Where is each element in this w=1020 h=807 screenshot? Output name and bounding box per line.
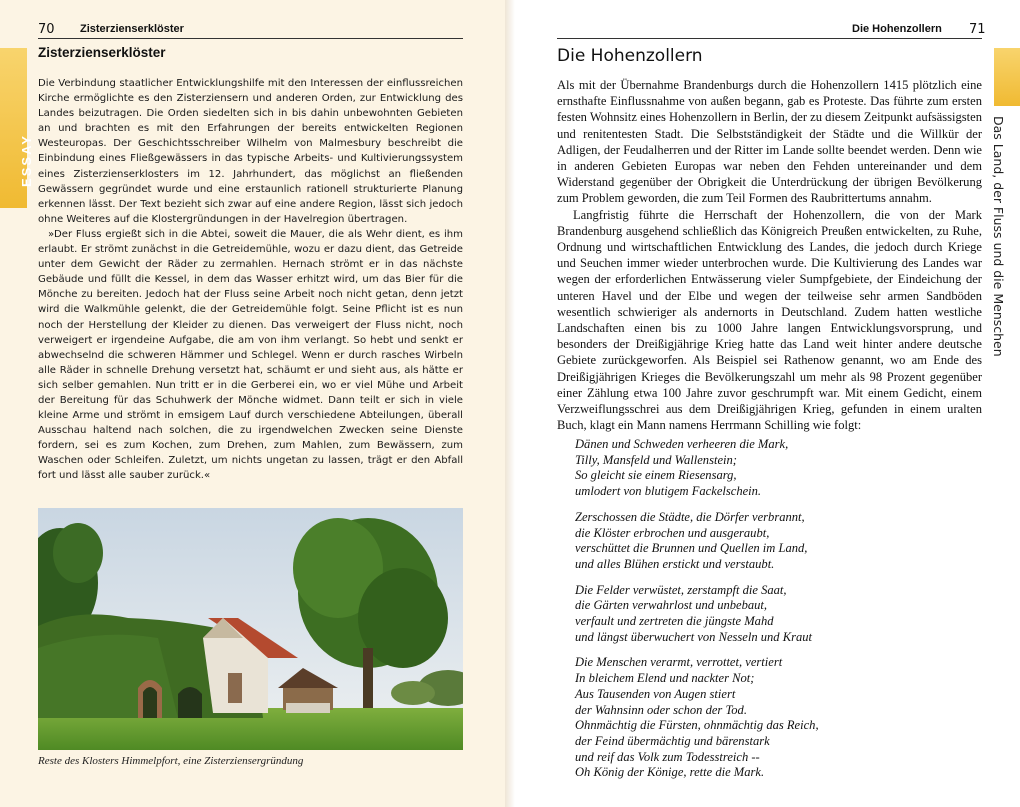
monastery-photo [38,508,463,750]
poem-line: Oh König der Könige, rette die Mark. [575,765,765,780]
section-tab-label: ESSAY [18,134,34,187]
page-number-right: 71 [969,22,986,37]
poem-line: Dänen und Schweden verheeren die Mark, [575,437,789,451]
body-text-left [38,76,463,484]
paragraph: Die Verbindung staatlicher Entwicklungshilfe mit den Interessen der einflussreichen Kirche ermöglichte es den Zisterziensern und anderen Orden, zur Entwicklung des Landes beizutragen. Die Orden siedelten sich in bis dahin unbewohnten Gebieten an und brachten es mit den Erfahrungen der bereits entwickelten Regionen Westeuropas. Der Geschichtsschreiber Wilhelm von Malmesbury beschreibt die Einbindung eines Fließgewässers in das typische Arbeits- und Kultivierungssystem eines Zisterzienserklosters im 12. Jahrhundert, das möglichst an fließenden Gewässern gegründet wurde und eine erstaunlich rationell strukturierte Planung erkennen lässt. Der Text bezieht sich zwar auf eine andere Region, lässt sich jedoch ohne Weiteres auf die Klostergründungen in der Havelregion übertragen. [38,78,463,225]
body-text-right [557,77,982,433]
poem-line: und längst überwuchert von Nesseln und Kraut [575,629,812,644]
photo-caption: Reste des Klosters Himmelpfort, eine Zisterziensergründung [38,755,304,767]
section-title-left: Zisterzienserklöster [38,45,166,60]
poem-line: Tilly, Mansfeld und Wallenstein; [575,452,737,467]
paragraph: »Der Fluss ergießt sich in die Abtei, soweit die Mauer, die als Wehr dient, es ihm erlaubt. Er strömt zunächst in die Getreidemühle, wozu er dazu dient, das Getreide unter dem Gewicht der Räder zu zermahlen. Hernach strömt er in das nächste Gebäude und füllt die Kessel, in dem das Wasser erhitzt wird, um das Bier für die Mönche zu bereiten. Jedoch hat der Fluss seine Arbeit noch nicht getan, denn jetzt wird die Walkmühle gelenkt, die der Getreidemühle folgt. Seine Pflicht ist es nun noch der Herstellung der Kleider zu dienen. Das verweigert der Fluss nicht, noch verweigert er irgendeine Aufgabe, die am von ihm verlangt. So hebt und senkt er abwechselnd die schweren Hämmer und Schlegel. Wenn er durch rasches Wirbeln alle Räder in schnelle Drehung versetzt hat, schäumt er und sieht aus, als hätte er sich selber gemahlen. Nun tritt er in die Gerberei ein, wo er viel Mühe und Arbeit der Bereitung für das Schuhwerk der Mönche widmet. Dann teilt er sich in viele kleine Arme und strömt in emsigem Lauf durch verschiedene Abteilungen, überall Ausschau haltend nach solchen, die zu irgendwelchen Zwecken seine Dienste fordern, sei es zum Kochen, zum Drehen, zum Mahlen, zum Bewässern, zum Waschen oder Schleifen. Zuletzt, um nichts ungetan zu lassen, trägt er den Abfall fort und lässt alle sauber zurück.« [38,228,463,482]
page-number-left: 70 [38,22,55,37]
poem-stanza [575,437,975,500]
chapter-label-vertical: Das Land, der Fluss und die Menschen [991,116,1006,357]
poem-line: verfault und zertreten die jüngste Mahd [575,614,774,629]
poem-stanza [575,583,975,646]
poem-line: umlodert von blutigem Fackelschein. [575,484,762,499]
header-rule-right [557,38,982,39]
poem-stanza [575,655,975,781]
poem-line: Zerschossen die Städte, die Dörfer verbrannt, [575,509,805,524]
chapter-tab [994,48,1020,106]
running-head-left: Zisterzienserklöster [80,23,184,35]
poem-line: Die Felder verwüstet, zerstampft die Saat, [575,582,787,597]
poem-line: Ohnmächtig die Fürsten, ohnmächtig das Reich, [575,718,819,733]
poem-line: der Feind übermächtig und bärenstark [575,733,770,748]
poem-line: Aus Tausenden von Augen stiert [575,686,736,701]
poem-line: der Wahnsinn oder schon der Tod. [575,702,747,717]
paragraph: Langfristig führte die Herrschaft der Hohenzollern, die von der Mark Brandenburg ausgehend schließlich das Königreich Preußen entwickelten, zu Ruhe, Ordnung und wirtschaftlichen Entwicklung des Landes, die jedoch durch Kriege und Seuchen immer wieder unterbrochen wurde. Die Kultivierung des Landes war wegen der erforderlichen Entwässerung vieler Sumpfgebiete, der Eindeichung der unteren Havel und der Elbe und wegen der teilweise sehr armen Sandböden wesentlich schwieriger als andernorts in Deutschland. Zudem hatten westliche Landschaften einen bis zu 1000 Jahre langen Entwicklungsvorsprung, und besonders der Dreißigjährige Krieg hatte das Land weit hinter andere deutsche Gebiete zurückgeworfen. Als Beispiel sei Rathenow genannt, wo am Ende des Dreißigjährigen Krieges die Bevölkerungszahl um mehr als 98 Prozent gegenüber einer Zählung etwa 100 Jahre zuvor geschrumpft war. Mit einem Gedicht, einem Verzweiflungsschrei aus dem Dreißigjährigen Krieg, gefunden in einem uralten Buch, klagt ein Mann namens Herrmann Schilling wie folgt: [557,207,982,433]
poem [575,437,975,791]
poem-line: die Klöster erbrochen und ausgeraubt, [575,525,770,540]
poem-line: So gleicht sie einem Riesensarg, [575,468,737,483]
poem-line: Die Menschen verarmt, verrottet, vertiert [575,655,783,670]
poem-line: und alles Blühen erstickt und verstaubt. [575,556,775,571]
section-title-right: Die Hohenzollern [557,46,703,66]
poem-line: die Gärten verwahrlost und unbebaut, [575,598,768,613]
header-rule-left [38,38,463,39]
poem-line: und reif das Volk zum Todesstreich -- [575,749,760,764]
poem-stanza [575,510,975,573]
page-gutter [505,0,515,807]
paragraph: Als mit der Übernahme Brandenburgs durch die Hohenzollern 1415 plötzlich eine ernsthafte Einflussnahme von außen begann, gab es Proteste. Das führte zum ersten festen Wohnsitz eines Hohenzollern in Berlin, der zu diesem Zeitpunkt aufsässigsten und renitentesten Stadt. Die Selbstständigkeit der Städte und die Willkür der Adligen, der Feudalherren und der Ritter im Lande sollte beendet werden. Denn wie in anderen Gebieten Europas war neben den Fehden untereinander und dem Widerstand gegenüber der Obrigkeit die Unterdrückung der übrigen Bevölkerung zum Problem geworden, die zum Teil Formen des Raubrittertums annahm. [557,78,982,206]
poem-line: In bleichem Elend und nackter Not; [575,671,755,686]
running-head-right: Die Hohenzollern [852,23,942,35]
poem-line: verschüttet die Brunnen und Quellen im Land, [575,541,808,556]
